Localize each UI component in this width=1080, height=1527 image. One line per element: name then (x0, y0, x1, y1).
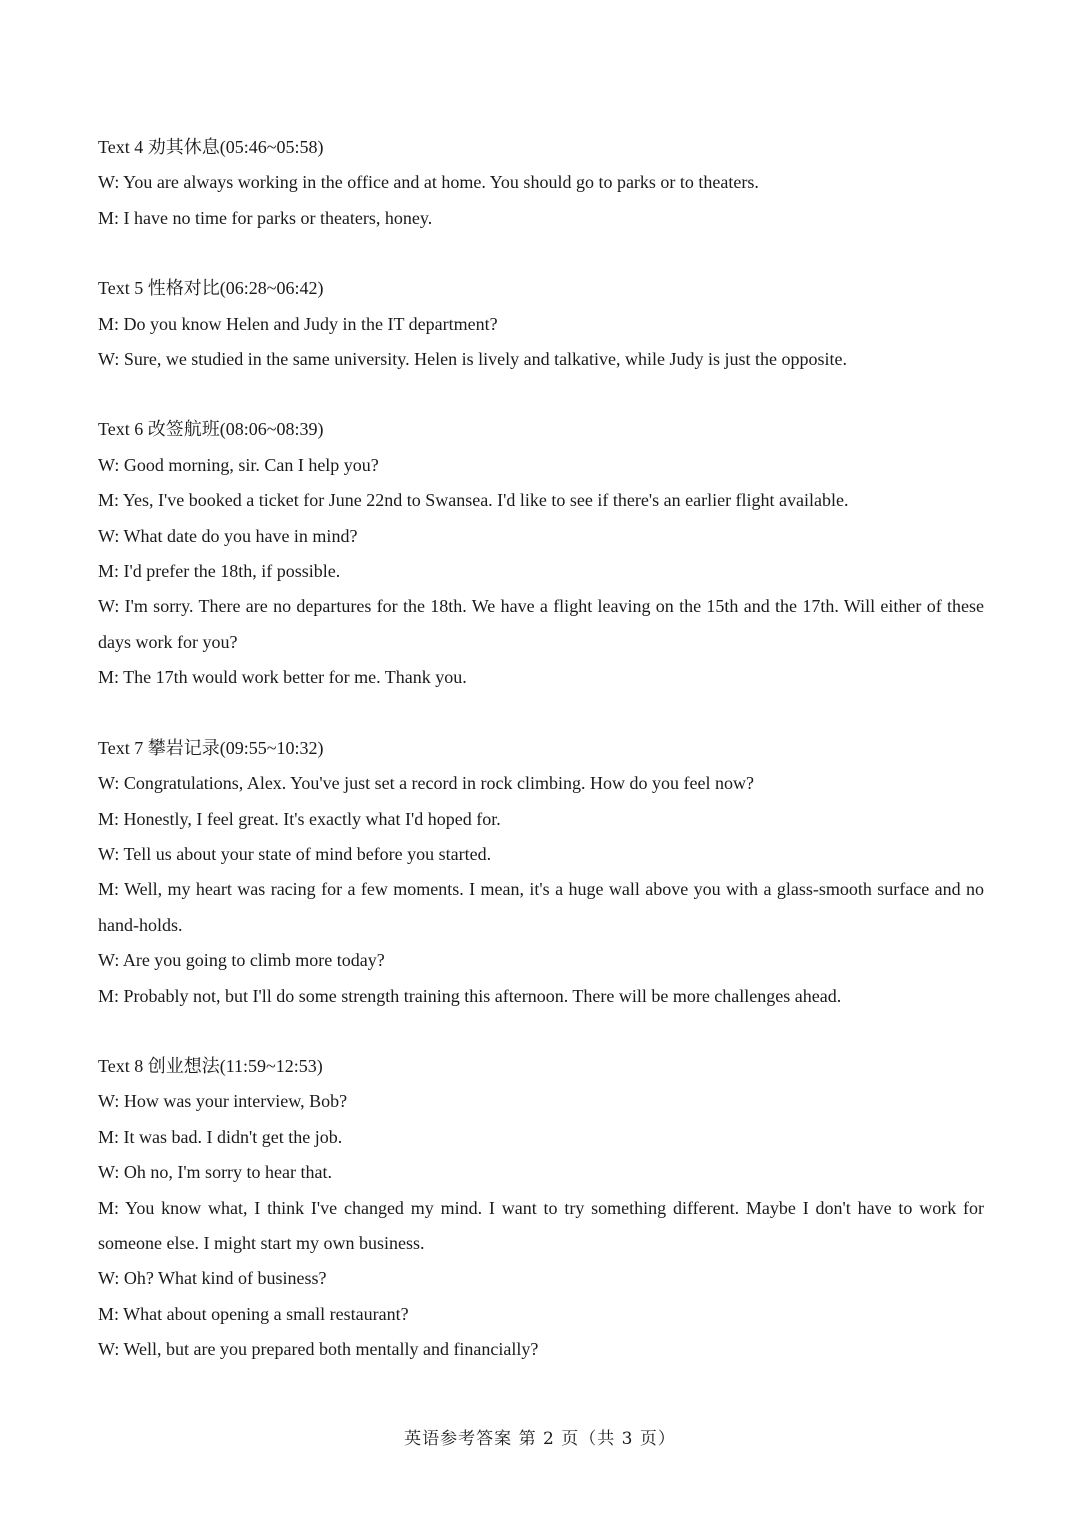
transcript-section-text7 (98, 731, 984, 1014)
page-footer: 英语参考答案 第 2 页（共 3 页） (404, 1429, 676, 1449)
transcript-section-text5 (98, 271, 984, 377)
transcript-section-text6 (98, 412, 984, 695)
section-heading: Text 7 攀岩记录(09:55~10:32) (98, 737, 324, 758)
dialogue-line: M: Probably not, but I'll do some strength training this afternoon. There will be more challenges ahead. (98, 985, 842, 1006)
dialogue-line: W: Are you going to climb more today? (98, 950, 385, 971)
dialogue-line: M: I'd prefer the 18th, if possible. (98, 561, 341, 582)
dialogue-line: M: Honestly, I feel great. It's exactly what I'd hoped for. (98, 808, 501, 829)
dialogue-line: M: You know what, I think I've changed my mind. I want to try something different. Maybe I don't have to work for someone else. I might start my own business. (98, 1197, 984, 1253)
dialogue-line: W: You are always working in the office and at home. You should go to parks or to theaters. (98, 172, 759, 193)
dialogue-line: W: Tell us about your state of mind before you started. (98, 843, 492, 864)
dialogue-line: M: It was bad. I didn't get the job. (98, 1126, 343, 1147)
transcript-page (98, 130, 984, 1403)
dialogue-line: M: Do you know Helen and Judy in the IT department? (98, 313, 498, 334)
dialogue-line: W: Oh no, I'm sorry to hear that. (98, 1162, 333, 1183)
transcript-section-text8 (98, 1049, 984, 1368)
dialogue-line: M: Well, my heart was racing for a few moments. I mean, it's a huge wall above you with a glass-smooth surface and no hand-holds. (98, 879, 984, 935)
transcript-section-text4 (98, 130, 984, 236)
section-heading: Text 5 性格对比(06:28~06:42) (98, 278, 324, 299)
dialogue-line: W: Congratulations, Alex. You've just set a record in rock climbing. How do you feel now? (98, 773, 754, 794)
dialogue-line: M: Yes, I've booked a ticket for June 22nd to Swansea. I'd like to see if there's an earlier flight available. (98, 490, 849, 511)
dialogue-line: W: Well, but are you prepared both mentally and financially? (98, 1339, 539, 1360)
dialogue-line: M: I have no time for parks or theaters, honey. (98, 207, 433, 228)
dialogue-line: W: I'm sorry. There are no departures for the 18th. We have a flight leaving on the 15th and the 17th. Will either of these days work for you? (98, 596, 984, 652)
section-heading: Text 8 创业想法(11:59~12:53) (98, 1055, 323, 1076)
dialogue-line: W: How was your interview, Bob? (98, 1091, 348, 1112)
section-heading: Text 6 改签航班(08:06~08:39) (98, 419, 324, 440)
dialogue-line: M: What about opening a small restaurant? (98, 1303, 409, 1324)
dialogue-line: W: What date do you have in mind? (98, 525, 358, 546)
dialogue-line: M: The 17th would work better for me. Thank you. (98, 667, 467, 688)
dialogue-line: W: Sure, we studied in the same university. Helen is lively and talkative, while Judy is just the opposite. (98, 349, 848, 370)
dialogue-line: W: Good morning, sir. Can I help you? (98, 454, 379, 475)
dialogue-line: W: Oh? What kind of business? (98, 1268, 327, 1289)
section-heading: Text 4 劝其休息(05:46~05:58) (98, 137, 324, 157)
